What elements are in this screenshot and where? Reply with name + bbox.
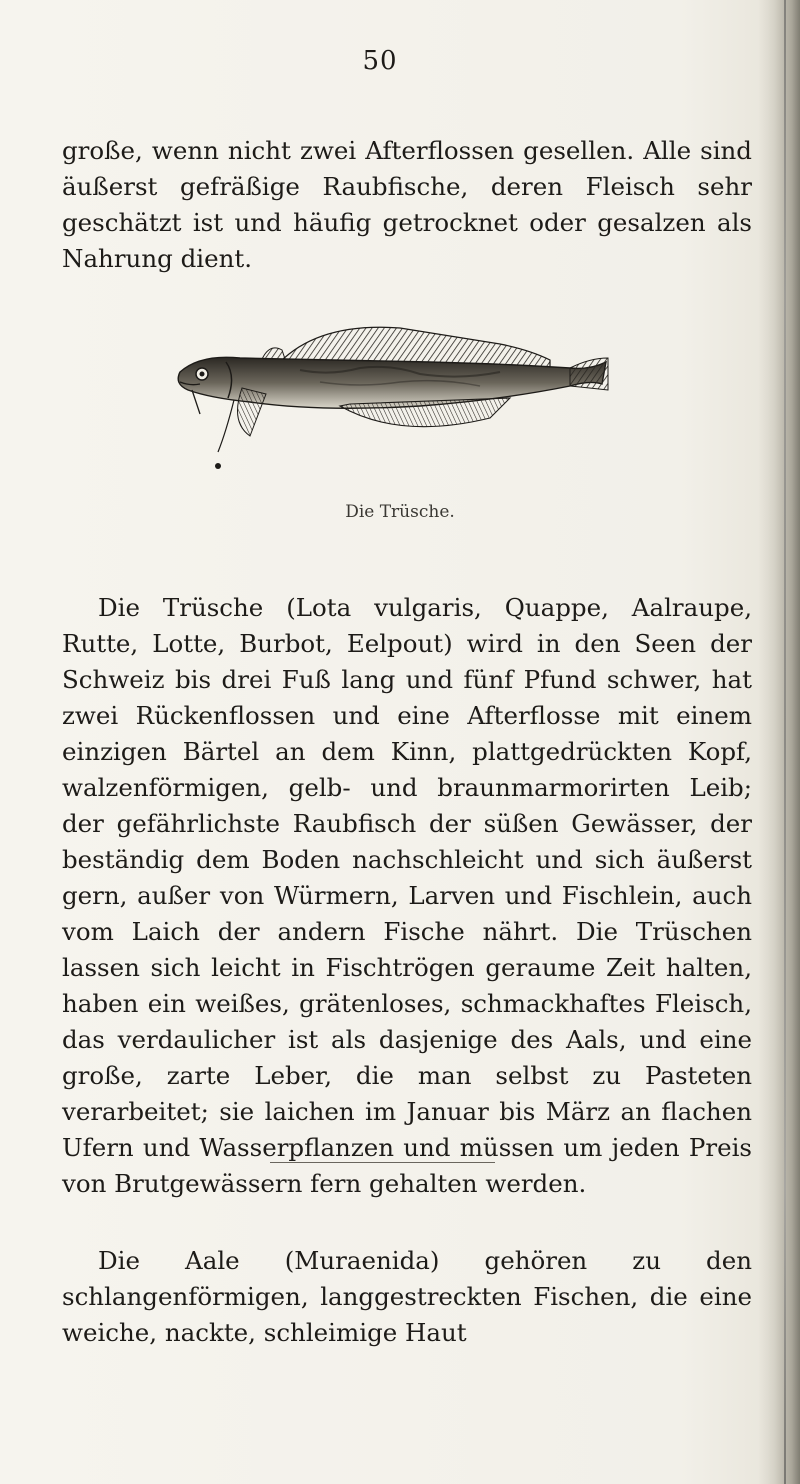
section-divider	[270, 1162, 495, 1163]
burbot-drawing	[170, 302, 610, 490]
paragraph-intro: große, wenn nicht zwei Afterflossen gesellen. Alle sind äußerst gefräßige Raubfische, deren Fleisch sehr geschätzt ist und häufig getrocknet oder gesalzen als Nahrung dient.	[62, 135, 752, 273]
paragraph-aale: Die Aale (Muraenida) gehören zu den schlangenförmigen, langgestreckten Fischen, die eine weiche, nackte, schleimige Haut	[62, 1245, 752, 1347]
page-number: 50	[362, 46, 398, 76]
page-edge-shadow	[758, 0, 800, 1484]
paragraph-truesche: Die Trüsche (Lota vulgaris, Quappe, Aalraupe, Rutte, Lotte, Burbot, Eelpout) wird in den Seen der Schweiz bis drei Fuß lang und fünf Pfund schwer, hat zwei Rückenflossen und eine Afterflosse mit einem einzigen Bärtel an dem Kinn, plattgedrückten Kopf, walzenförmigen, gelb- und braunmarmorirten Leib; der gefährlichste Raubfisch der süßen Gewässer, der beständig dem Boden nachschleicht und sich äußerst gern, außer von Würmern, Larven und Fischlein, auch vom Laich der andern Fische nährt. Die Trüschen lassen sich leicht in Fischtrögen geraume Zeit halten, haben ein weißes, grätenloses, schmackhaftes Fleisch, das verdaulicher ist als dasjenige des Aals, und eine große, zarte Leber, die man selbst zu Pasteten verarbeitet; sie laichen im Januar bis März an flachen Ufern und Wasserpflanzen und müssen um jeden Preis von Brutgewässern fern gehalten werden.	[62, 592, 752, 1198]
book-spine-edge	[784, 0, 786, 1484]
figure-caption: Die Trüsche.	[345, 502, 455, 522]
burbot-illustration	[170, 302, 610, 490]
